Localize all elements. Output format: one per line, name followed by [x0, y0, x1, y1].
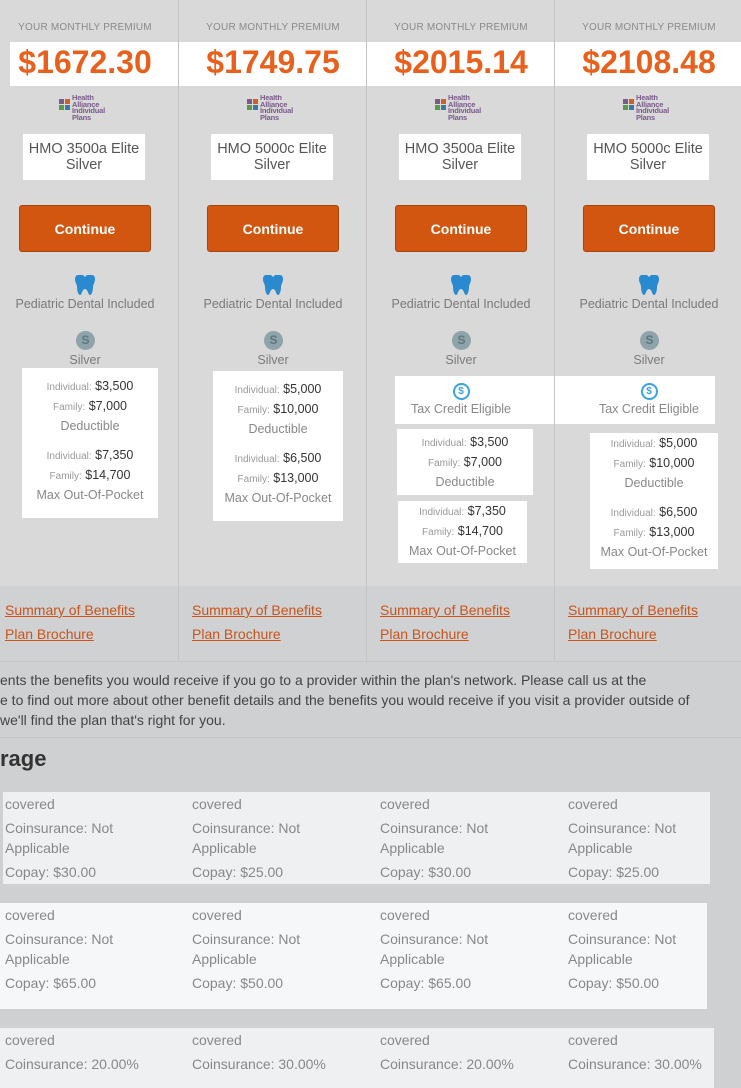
- deductible-family: Family: $10,000: [613, 456, 695, 470]
- deductible-label: Deductible: [60, 419, 120, 433]
- coverage-cell: [380, 1030, 514, 1074]
- monthly-premium: $1672.30: [18, 44, 152, 80]
- dental-label: Pediatric Dental Included: [15, 297, 155, 311]
- dollar-circle-icon: $: [453, 383, 470, 400]
- coverage-text: Coinsurance: Not: [192, 931, 301, 947]
- coverage-text: covered: [380, 1032, 430, 1048]
- coverage-text: Coinsurance: Not: [5, 931, 114, 947]
- plan-card: [0, 0, 188, 586]
- deductible-individual: Individual: $5,000: [610, 436, 698, 450]
- metal-tier: Silver: [633, 353, 665, 367]
- premium-label: YOUR MONTHLY PREMIUM: [394, 22, 528, 33]
- coverage-cell: [568, 905, 676, 993]
- plan-brochure-link[interactable]: Plan Brochure: [192, 626, 281, 642]
- coverage-text: Coinsurance: 20.00%: [380, 1056, 514, 1072]
- coverage-cell: [192, 905, 300, 993]
- coverage-cell: [5, 794, 113, 882]
- moop-individual: Individual: $6,500: [610, 505, 698, 519]
- coverage-text: covered: [192, 1032, 242, 1048]
- deductible-individual: Individual: $3,500: [46, 379, 134, 393]
- coverage-text: Copay: $25.00: [192, 864, 284, 880]
- moop-family: Family: $14,700: [49, 468, 131, 482]
- coverage-cell: [568, 1030, 702, 1074]
- tooth-icon: [451, 274, 471, 296]
- cost-box: [22, 368, 158, 518]
- carrier-logo: [621, 95, 679, 121]
- deductible-label: Deductible: [435, 475, 495, 489]
- coverage-text: covered: [5, 796, 55, 812]
- coverage-text: Coinsurance: Not: [568, 820, 677, 836]
- network-disclaimer: [0, 670, 690, 730]
- coverage-cell: [380, 905, 488, 993]
- plan-name: HMO 3500a Elite Silver: [399, 134, 521, 180]
- coverage-text: Copay: $25.00: [568, 864, 660, 880]
- deductible-label: Deductible: [248, 422, 308, 436]
- plan-name: HMO 5000c Elite Silver: [587, 134, 709, 180]
- deductible-individual: Individual: $5,000: [234, 382, 322, 396]
- moop-family: Family: $13,000: [613, 525, 695, 539]
- summary-of-benefits-link[interactable]: Summary of Benefits: [380, 602, 510, 618]
- premium-label: YOUR MONTHLY PREMIUM: [582, 22, 716, 33]
- moop-box: [398, 501, 527, 563]
- plan-brochure-link[interactable]: Plan Brochure: [5, 626, 94, 642]
- disclaimer-line: e to find out more about other benefit details and the benefits you would receive if you visit a provider outside of: [0, 692, 690, 708]
- silver-metal-icon: S: [640, 331, 659, 350]
- deductible-family: Family: $7,000: [428, 455, 502, 469]
- divider: [0, 737, 741, 738]
- coverage-cell: [568, 794, 676, 882]
- coverage-text: covered: [5, 1032, 55, 1048]
- coverage-text: Coinsurance: Not: [5, 820, 114, 836]
- silver-metal-icon: S: [452, 331, 471, 350]
- coverage-cell: [5, 1030, 139, 1074]
- tax-credit-badge: [381, 376, 541, 416]
- moop-label: Max Out-Of-Pocket: [409, 544, 516, 558]
- metal-tier: Silver: [257, 353, 289, 367]
- column-divider: [554, 0, 555, 662]
- dental-label: Pediatric Dental Included: [391, 297, 531, 311]
- deductible-family: Family: $7,000: [53, 399, 127, 413]
- coverage-text: covered: [380, 796, 430, 812]
- deductible-label: Deductible: [624, 476, 684, 490]
- disclaimer-line: we'll find the plan that's right for you.: [0, 712, 226, 728]
- coverage-text: covered: [192, 907, 242, 923]
- moop-individual: Individual: $6,500: [234, 451, 322, 465]
- plan-card: [376, 0, 564, 586]
- coverage-text: Applicable: [380, 951, 445, 967]
- coverage-cell: [192, 794, 300, 882]
- plan-links-row: [0, 587, 741, 662]
- coverage-text: Applicable: [568, 840, 633, 856]
- section-heading: rage: [0, 746, 47, 771]
- coverage-text: Applicable: [5, 951, 70, 967]
- coverage-cell: [192, 1030, 326, 1074]
- metal-tier: Silver: [445, 353, 477, 367]
- tax-credit-badge: [569, 376, 729, 416]
- metal-tier: Silver: [69, 353, 101, 367]
- summary-of-benefits-link[interactable]: Summary of Benefits: [568, 602, 698, 618]
- tooth-icon: [263, 274, 283, 296]
- carrier-name: Health Alliance Individual Plans: [72, 95, 106, 121]
- coverage-text: Coinsurance: 20.00%: [5, 1056, 139, 1072]
- coverage-text: Copay: $65.00: [380, 975, 472, 991]
- coverage-text: Copay: $30.00: [380, 864, 472, 880]
- deductible-family: Family: $10,000: [237, 402, 319, 416]
- coverage-text: Applicable: [5, 840, 70, 856]
- tooth-icon: [75, 274, 95, 296]
- column-divider: [178, 0, 179, 662]
- tax-credit-row: [395, 376, 715, 424]
- premium-label: YOUR MONTHLY PREMIUM: [206, 22, 340, 33]
- coverage-text: covered: [192, 796, 242, 812]
- coverage-text: Coinsurance: 30.00%: [568, 1056, 702, 1072]
- coverage-cell: [5, 905, 113, 993]
- coverage-text: covered: [380, 907, 430, 923]
- coverage-text: Coinsurance: 30.00%: [192, 1056, 326, 1072]
- summary-of-benefits-link[interactable]: Summary of Benefits: [192, 602, 322, 618]
- coverage-text: Applicable: [192, 840, 257, 856]
- plan-brochure-link[interactable]: Plan Brochure: [568, 626, 657, 642]
- coverage-text: Copay: $50.00: [568, 975, 660, 991]
- deductible-box: [397, 429, 533, 495]
- coverage-text: covered: [568, 796, 618, 812]
- carrier-logo: [433, 95, 491, 121]
- moop-individual: Individual: $7,350: [46, 448, 134, 462]
- carrier-logo: [245, 95, 303, 121]
- coverage-cell: [380, 794, 488, 882]
- premium-label: YOUR MONTHLY PREMIUM: [18, 22, 152, 33]
- tooth-icon: [639, 274, 659, 296]
- continue-button[interactable]: Continue: [207, 205, 339, 252]
- carrier-name: Health Alliance Individual Plans: [448, 95, 482, 121]
- monthly-premium: $2108.48: [582, 44, 716, 80]
- plan-brochure-link[interactable]: Plan Brochure: [380, 626, 469, 642]
- monthly-premium: $1749.75: [206, 44, 340, 80]
- moop-label: Max Out-Of-Pocket: [36, 488, 144, 502]
- disclaimer-line: ents the benefits you would receive if you go to a provider within the plan's network. Please call us at the: [0, 672, 647, 688]
- continue-button[interactable]: Continue: [583, 205, 715, 252]
- silver-metal-icon: S: [264, 331, 283, 350]
- summary-of-benefits-link[interactable]: Summary of Benefits: [5, 602, 135, 618]
- coverage-text: Applicable: [380, 840, 445, 856]
- coverage-row: [0, 903, 707, 1009]
- plan-card: [564, 0, 741, 586]
- moop-family: Family: $13,000: [237, 471, 319, 485]
- dental-label: Pediatric Dental Included: [579, 297, 719, 311]
- continue-button[interactable]: Continue: [395, 205, 527, 252]
- dental-label: Pediatric Dental Included: [203, 297, 343, 311]
- carrier-name: Health Alliance Individual Plans: [260, 95, 294, 121]
- coverage-row: [0, 1028, 714, 1088]
- moop-label: Max Out-Of-Pocket: [600, 545, 708, 559]
- silver-metal-icon: S: [76, 331, 95, 350]
- tax-credit-label: Tax Credit Eligible: [410, 402, 512, 416]
- cost-box: [213, 371, 343, 521]
- coverage-text: Copay: $30.00: [5, 864, 97, 880]
- coverage-text: covered: [568, 907, 618, 923]
- deductible-individual: Individual: $3,500: [421, 435, 509, 449]
- column-divider: [366, 0, 367, 662]
- coverage-text: Copay: $50.00: [192, 975, 284, 991]
- coverage-row: [3, 792, 710, 884]
- plan-card: [188, 0, 376, 586]
- coverage-text: Applicable: [568, 951, 633, 967]
- dollar-circle-icon: $: [641, 383, 658, 400]
- coverage-text: Coinsurance: Not: [380, 820, 489, 836]
- tax-credit-label: Tax Credit Eligible: [598, 402, 700, 416]
- continue-button[interactable]: Continue: [19, 205, 151, 252]
- coverage-text: covered: [5, 907, 55, 923]
- moop-family: Family: $14,700: [422, 524, 503, 538]
- carrier-name: Health Alliance Individual Plans: [636, 95, 670, 121]
- carrier-logo: [57, 95, 115, 121]
- plan-name: HMO 5000c Elite Silver: [211, 134, 333, 180]
- moop-label: Max Out-Of-Pocket: [224, 491, 332, 505]
- plan-name: HMO 3500a Elite Silver: [23, 134, 145, 180]
- monthly-premium: $2015.14: [394, 44, 528, 80]
- coverage-text: covered: [568, 1032, 618, 1048]
- coverage-text: Coinsurance: Not: [380, 931, 489, 947]
- cost-box: [590, 433, 718, 569]
- coverage-text: Coinsurance: Not: [568, 931, 677, 947]
- coverage-text: Copay: $65.00: [5, 975, 97, 991]
- moop-individual: Individual: $7,350: [419, 504, 506, 518]
- coverage-text: Applicable: [192, 951, 257, 967]
- coverage-text: Coinsurance: Not: [192, 820, 301, 836]
